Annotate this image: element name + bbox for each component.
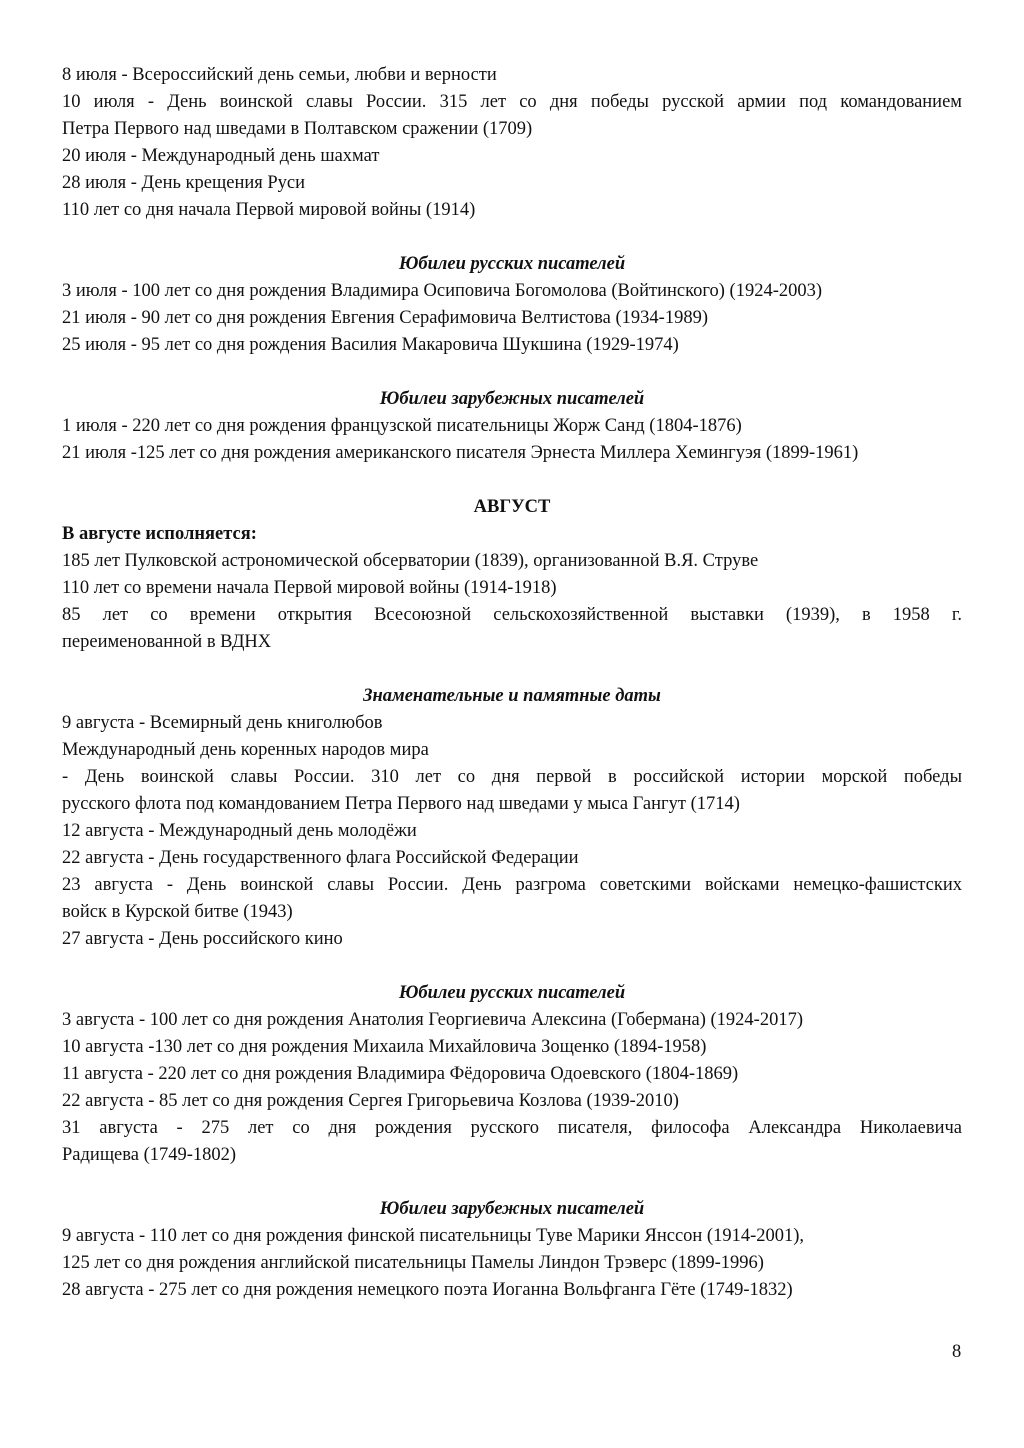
spacer [62,953,962,980]
spacer [62,467,962,494]
list-item: 28 августа - 275 лет со дня рождения немецкого поэта Иоганна Вольфганга Гёте (1749-1832) [62,1280,793,1300]
list-item: 28 июля - День крещения Руси [62,173,306,193]
list-item: 110 лет со времени начала Первой мировой войны (1914-1918) [62,578,557,598]
august-foreign-writers-section [62,1196,962,1304]
july-foreign-writers-section [62,386,962,467]
list-item: войск в Курской битве (1943) [62,902,293,922]
list-item: 31 августа - 275 лет со дня рождения русского писателя, философа Александра Николаевича [62,1118,962,1138]
list-item: 20 июля - Международный день шахмат [62,146,380,166]
page-number: 8 [952,1342,962,1362]
list-item: 25 июля - 95 лет со дня рождения Василия Макаровича Шукшина (1929-1974) [62,335,679,355]
august-memorable-dates-section [62,683,962,953]
july-events-list [62,62,962,224]
list-item: 10 августа -130 лет со дня рождения Михаила Михайловича Зощенко (1894-1958) [62,1037,707,1057]
list-item: 21 июля - 90 лет со дня рождения Евгения Серафимовича Велтистова (1934-1989) [62,308,708,328]
august-russian-writers-section [62,980,962,1169]
anniversaries-label: В августе исполняется: [62,524,257,544]
list-item: русского флота под командованием Петра Первого над шведами у мыса Гангут (1714) [62,794,740,814]
list-item: - День воинской славы России. 310 лет со дня первой в российской истории морской победы [62,767,962,787]
list-item: 22 августа - День государственного флага Российской Федерации [62,848,579,868]
list-item: 85 лет со времени открытия Всесоюзной сельскохозяйственной выставки (1939), в 1958 г. [62,605,962,625]
list-item: 23 августа - День воинской славы России. День разгрома советскими войсками немецко-фашистских [62,875,962,895]
list-item: Петра Первого над шведами в Полтавском сражении (1709) [62,119,533,139]
spacer [62,224,962,251]
list-item: 8 июля - Всероссийский день семьи, любви и верности [62,65,497,85]
list-item: 3 июля - 100 лет со дня рождения Владимира Осиповича Богомолова (Войтинского) (1924-2003) [62,281,823,301]
month-title: АВГУСТ [473,497,551,517]
list-item: переименованной в ВДНХ [62,632,272,652]
section-heading: Юбилеи зарубежных писателей [379,1199,645,1219]
section-heading: Юбилеи русских писателей [398,254,626,274]
list-item: 10 июля - День воинской славы России. 315 лет со дня победы русской армии под командованием [62,92,962,112]
section-heading: Знаменательные и памятные даты [363,686,661,706]
spacer [62,656,962,683]
list-item: 21 июля -125 лет со дня рождения американского писателя Эрнеста Миллера Хемингуэя (1899-1961) [62,443,859,463]
list-item: 22 августа - 85 лет со дня рождения Сергея Григорьевича Козлова (1939-2010) [62,1091,679,1111]
list-item: Радищева (1749-1802) [62,1145,237,1165]
list-item: 110 лет со дня начала Первой мировой войны (1914) [62,200,476,220]
july-russian-writers-section [62,251,962,359]
list-item: 9 августа - Всемирный день книголюбов [62,713,383,733]
list-item: 12 августа - Международный день молодёжи [62,821,417,841]
list-item: 1 июля - 220 лет со дня рождения французской писательницы Жорж Санд (1804-1876) [62,416,742,436]
list-item: 11 августа - 220 лет со дня рождения Владимира Фёдоровича Одоевского (1804-1869) [62,1064,739,1084]
list-item: 9 августа - 110 лет со дня рождения финской писательницы Туве Марики Янссон (1914-2001), [62,1226,805,1246]
document-page [62,62,962,1304]
list-item: 27 августа - День российского кино [62,929,343,949]
list-item: 3 августа - 100 лет со дня рождения Анатолия Георгиевича Алексина (Гобермана) (1924-2017) [62,1010,804,1030]
spacer [62,359,962,386]
spacer [62,1169,962,1196]
list-item: 125 лет со дня рождения английской писательницы Памелы Линдон Трэверс (1899-1996) [62,1253,764,1273]
august-section [62,494,962,656]
section-heading: Юбилеи русских писателей [398,983,626,1003]
list-item: Международный день коренных народов мира [62,740,429,760]
section-heading: Юбилеи зарубежных писателей [379,389,645,409]
list-item: 185 лет Пулковской астрономической обсерватории (1839), организованной В.Я. Струве [62,551,759,571]
